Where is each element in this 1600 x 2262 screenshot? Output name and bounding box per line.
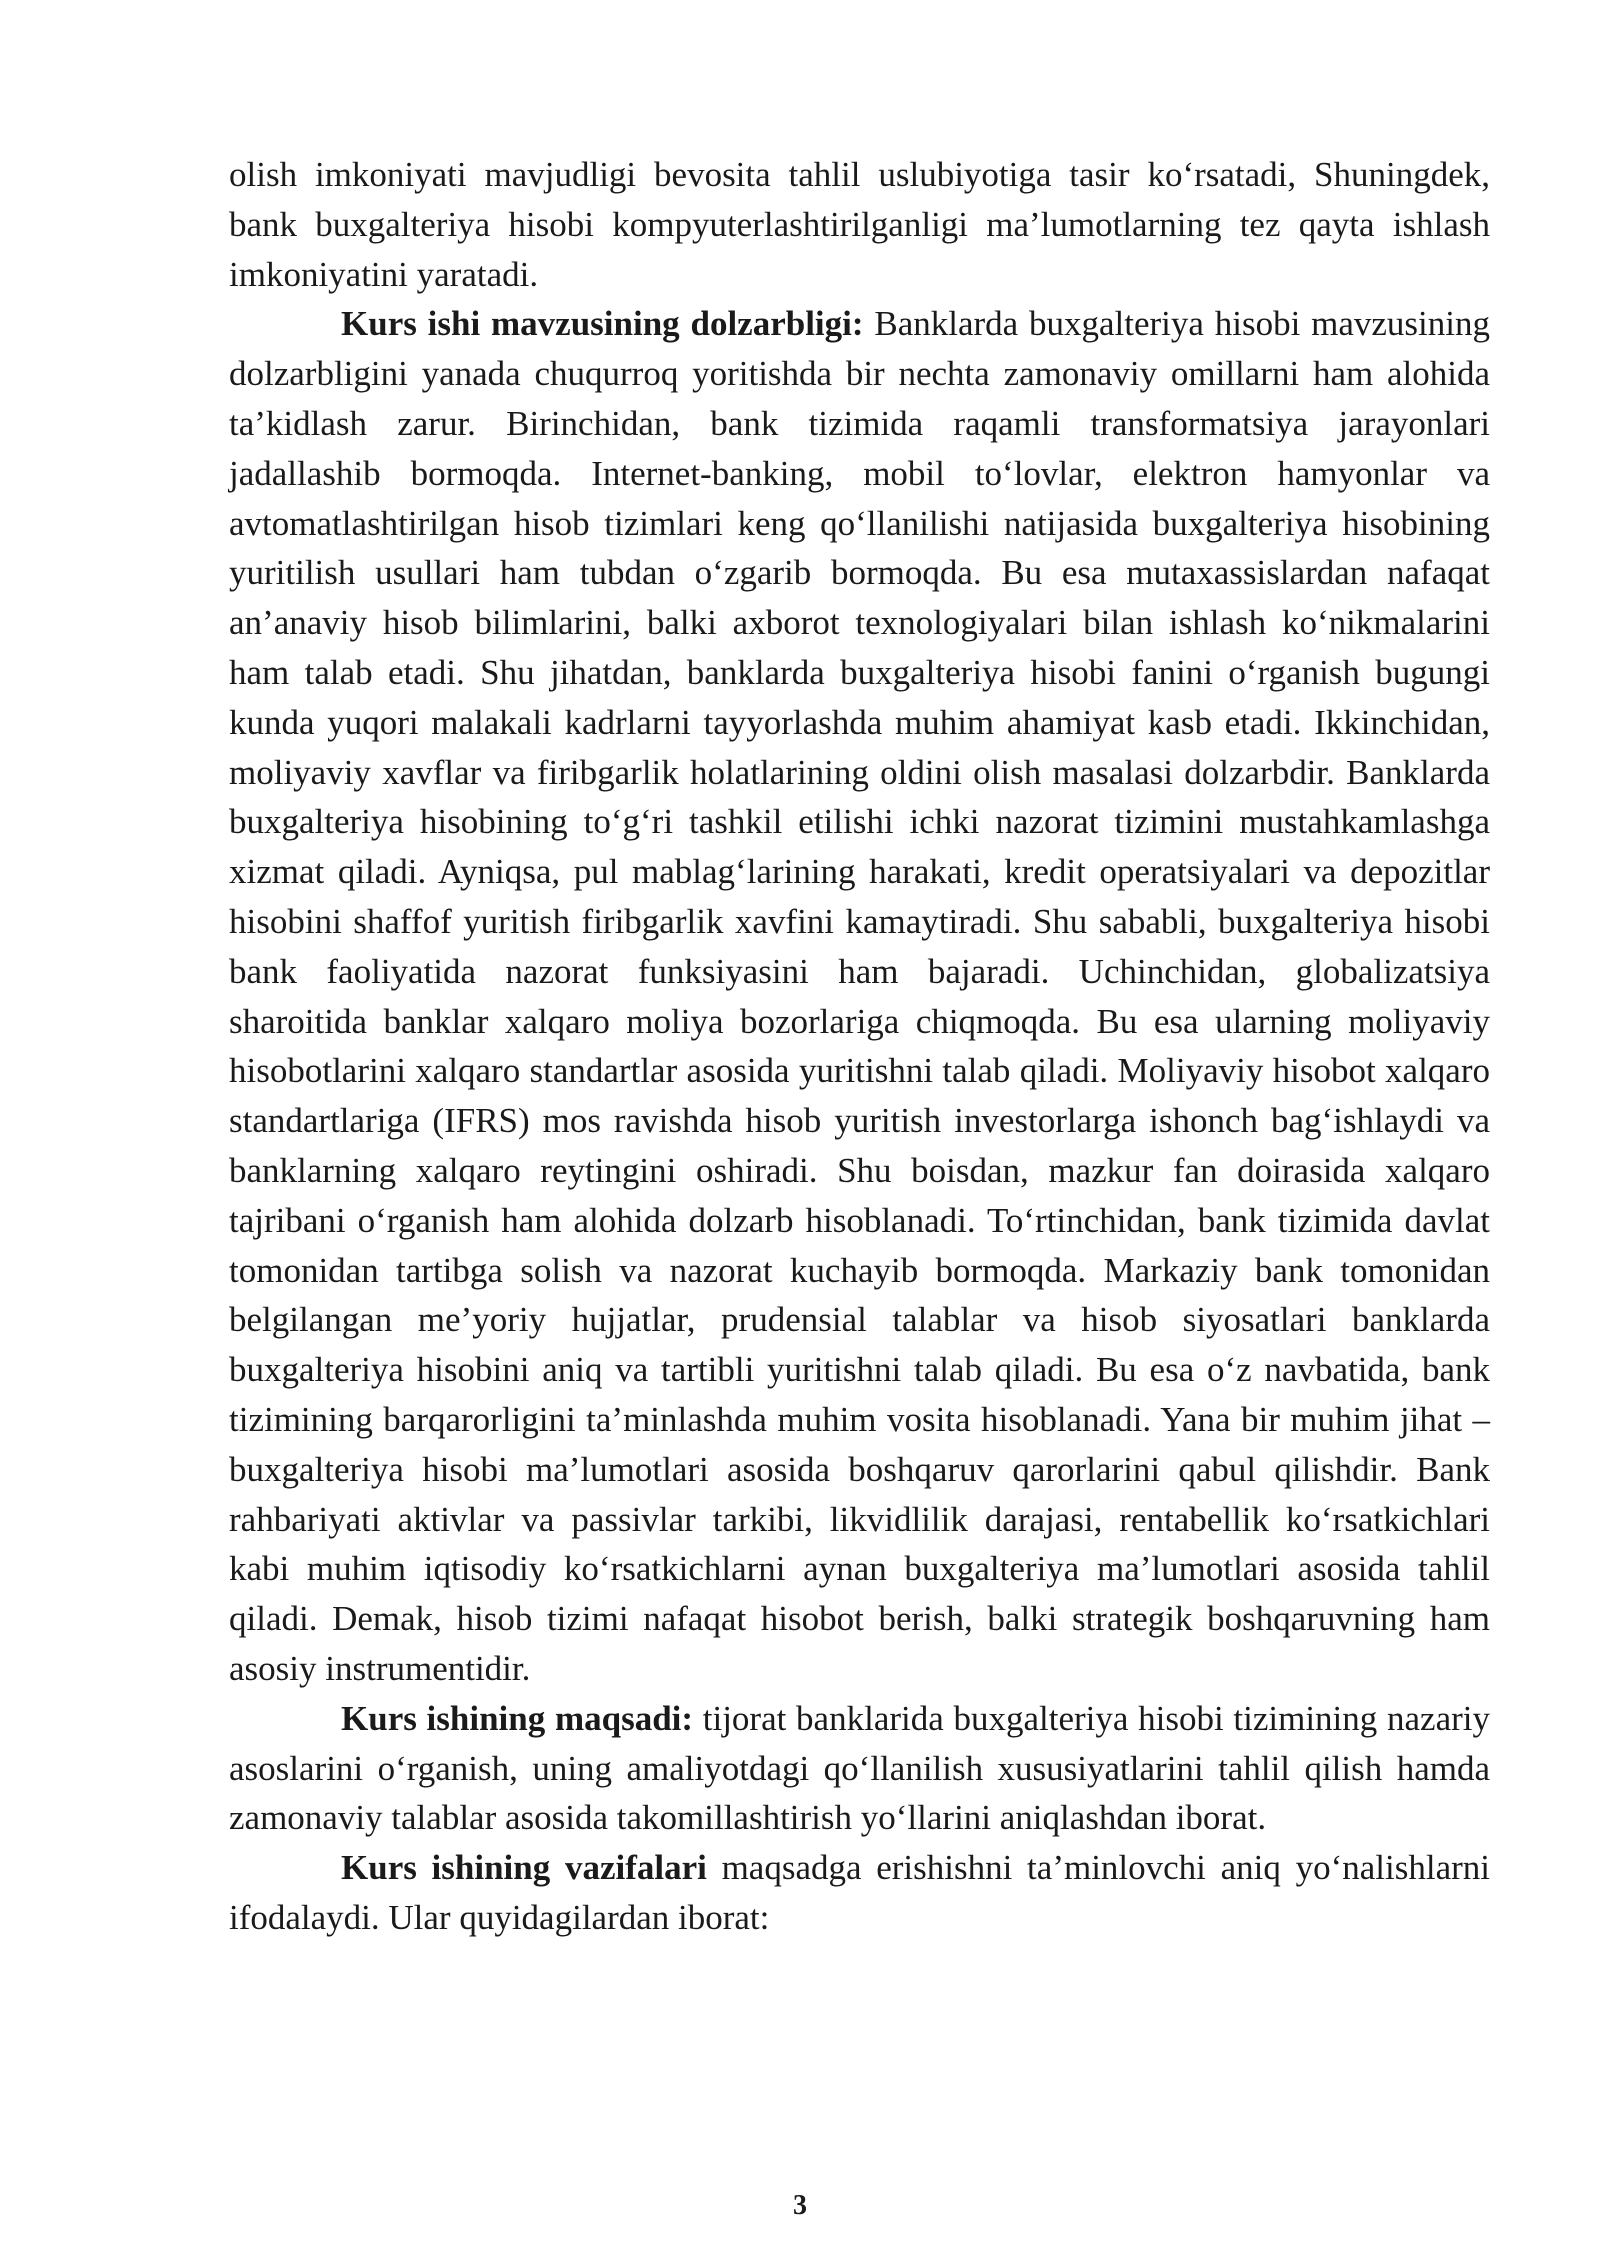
paragraph-text: olish imkoniyati mavjudligi bevosita tahlil uslubiyotiga tasir ko‘rsatadi, Shuningdek, bank buxgalteriya hisobi kompyuterlashtirilganligi ma’lumotlarning tez qayta ishlash imkoniyatini yaratadi. [229,155,1490,294]
paragraph-tasks [229,1843,1490,1943]
paragraph-heading: Kurs ishining vazifalari [341,1848,707,1888]
page-number: 3 [793,2190,807,2221]
paragraph-text: tijorat banklarida buxgalteriya hisobi tizimining nazariy asoslarini o‘rganish, uning amaliyotdagi qo‘llanilish xususiyatlarini tahlil qilish hamda zamonaviy talablar asosida takomillashtirish yo‘llarini aniqlashdan iborat. [229,1698,1490,1838]
paragraph-relevance [229,299,1490,1693]
paragraph-goal [229,1694,1490,1843]
paragraph-text: maqsadga erishishni ta’minlovchi aniq yo‘nalishlarni ifodalaydi. Ular quyidagilardan iborat: [229,1848,1490,1937]
paragraph-heading: Kurs ishining maqsadi: [341,1698,694,1738]
paragraph-continuation [229,150,1490,299]
page-body [229,150,1490,1943]
paragraph-text: Banklarda buxgalteriya hisobi mavzusining dolzarbligini yanada chuqurroq yoritishda bir nechta zamonaviy omillarni ham alohida ta’kidlash zarur. Birinchidan, bank tizimida raqamli transformatsiya jarayonlari jadallashib bormoqda. Internet-banking, mobil to‘lovlar, elektron hamyonlar va avtomatlashtirilgan hisob tizimlari keng qo‘llanilishi natijasida buxgalteriya hisobining yuritilish usullari ham tubdan o‘zgarib bormoqda. Bu esa mutaxassislardan nafaqat an’anaviy hisob bilimlarini, balki axborot texnologiyalari bilan ishlash ko‘nikmalarini ham talab etadi. Shu jihatdan, banklarda buxgalteriya hisobi fanini o‘rganish bugungi kunda yuqori malakali kadrlarni tayyorlashda muhim ahamiyat kasb etadi. Ikkinchidan, moliyaviy xavflar va firibgarlik holatlarining oldini olish masalasi dolzarbdir. Banklarda buxgalteriya hisobining to‘g‘ri tashkil etilishi ichki nazorat tizimini mustahkamlashga xizmat qiladi. Ayniqsa, pul mablag‘larining harakati, kredit operatsiyalari va depozitlar hisobini shaffof yuritish firibgarlik xavfini kamaytiradi. Shu sababli, buxgalteriya hisobi bank faoliyatida nazorat funksiyasini ham bajaradi. Uchinchidan, globalizatsiya sharoitida banklar xalqaro moliya bozorlariga chiqmoqda. Bu esa ularning moliyaviy hisobotlarini xalqaro standartlar asosida yuritishni talab qiladi. Moliyaviy hisobot xalqaro standartlariga (IFRS) mos ravishda hisob yuritish investorlarga ishonch bag‘ishlaydi va banklarning xalqaro reytingini oshiradi. Shu boisdan, mazkur fan doirasida xalqaro tajribani o‘rganish ham alohida dolzarb hisoblanadi. To‘rtinchidan, bank tizimida davlat tomonidan tartibga solish va nazorat kuchayib bormoqda. Markaziy bank tomonidan belgilangan me’yoriy hujjatlar, prudensial talablar va hisob siyosatlari banklarda buxgalteriya hisobini aniq va tartibli yuritishni talab qiladi. Bu esa o‘z navbatida, bank tizimining barqarorligini ta’minlashda muhim vosita hisoblanadi. Yana bir muhim jihat – buxgalteriya hisobi ma’lumotlari asosida boshqaruv qarorlarini qabul qilishdir. Bank rahbariyati aktivlar va passivlar tarkibi, likvidlilik darajasi, rentabellik ko‘rsatkichlari kabi muhim iqtisodiy ko‘rsatkichlarni aynan buxgalteriya ma’lumotlari asosida tahlil qiladi. Demak, hisob tizimi nafaqat hisobot berish, balki strategik boshqaruvning ham asosiy instrumentidir. [229,304,1490,1688]
paragraph-heading: Kurs ishi mavzusining dolzarbligi: [341,304,864,344]
